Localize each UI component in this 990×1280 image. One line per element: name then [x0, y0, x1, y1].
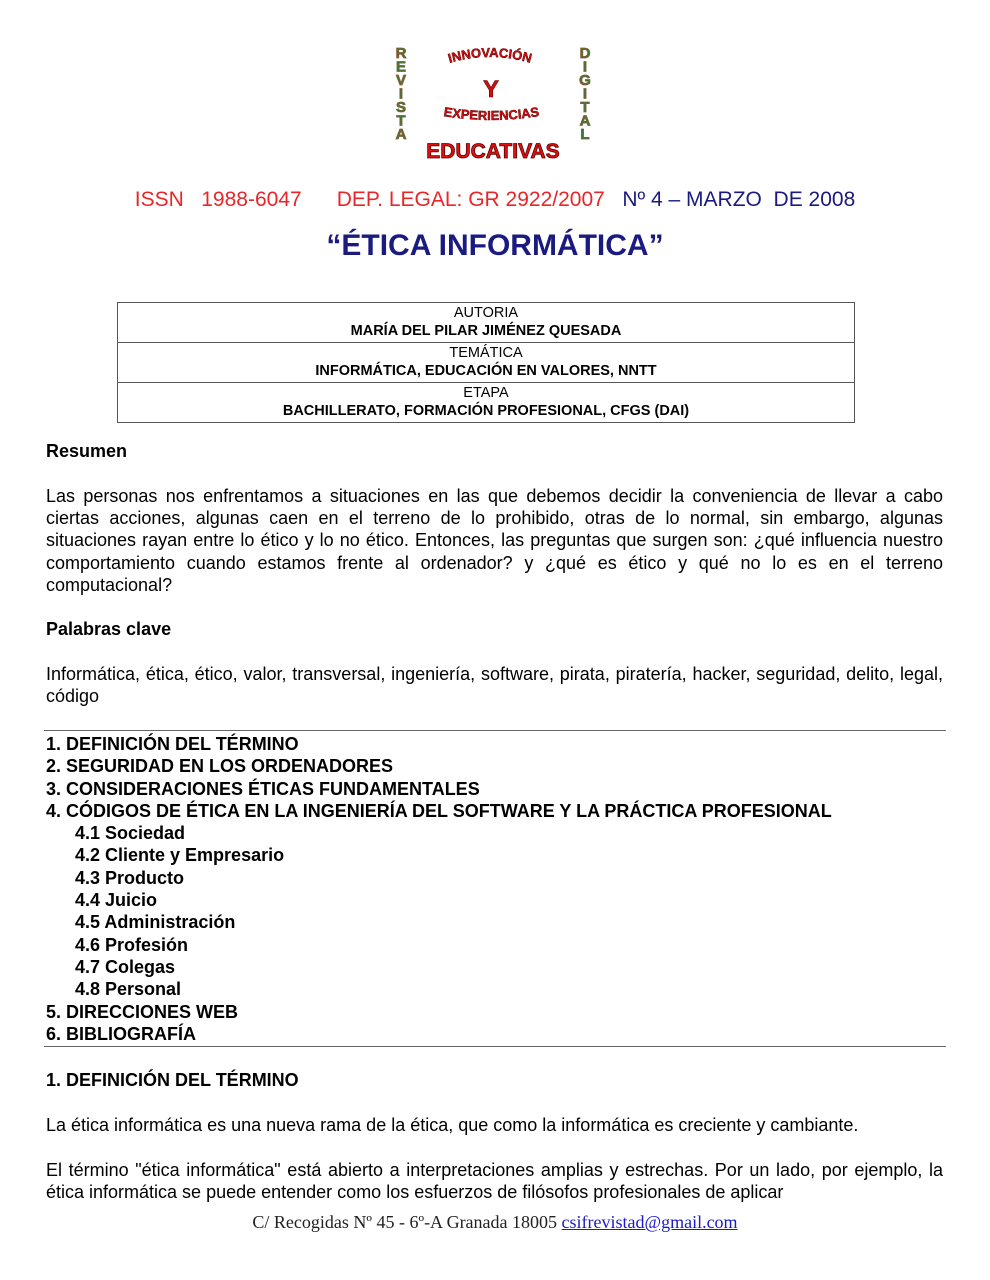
logo-letter: E: [395, 58, 407, 76]
row-label: ETAPA: [463, 385, 509, 401]
logo-letter: A: [579, 112, 591, 130]
toc-item: 4.1 Sociedad: [75, 823, 186, 844]
svg-text:INNOVACIÓN: INNOVACIÓN: [446, 44, 534, 66]
row-label: TEMÁTICA: [449, 345, 523, 361]
issue-date: Nº 4 – MARZO DE 2008: [622, 188, 856, 211]
toc-item: 1. DEFINICIÓN DEL TÉRMINO: [46, 734, 299, 754]
logo-letter: S: [395, 99, 407, 116]
paragraph: La ética informática es una nueva rama de la ética, que como la informática es creciente y cambiante.: [46, 1115, 859, 1135]
logo-letter: R: [395, 45, 407, 62]
svg-text:EXPERIENCIAS: EXPERIENCIAS: [442, 104, 541, 124]
logo-letter: D: [579, 45, 591, 62]
section-heading: 1. DEFINICIÓN DEL TÉRMINO: [46, 1070, 299, 1090]
row-value: INFORMÁTICA, EDUCACIÓN EN VALORES, NNTT: [315, 363, 657, 379]
table-of-contents: [46, 733, 832, 1045]
divider: [44, 730, 946, 731]
resumen-text: Las personas nos enfrentamos a situaciones en las que debemos decidir la conveniencia de llevar a cabo ciertas acciones, algunas caen en el terreno de lo prohibido, otras de lo normal, sin embargo, algunas situaciones rayan entre lo ético y lo no ético. Entonces, las preguntas que surgen son: ¿qué influencia nuestro comportamiento cuando estamos frente al ordenador? y ¿qué es ético y qué no lo es en el terreno computacional?: [46, 486, 943, 595]
toc-item: 4.2 Cliente y Empresario: [75, 845, 285, 866]
row-value: BACHILLERATO, FORMACIÓN PROFESIONAL, CFGS (DAI): [282, 403, 690, 419]
svg-text:Y: Y: [482, 76, 500, 103]
logo-letter: V: [395, 72, 407, 89]
toc-item: 3. CONSIDERACIONES ÉTICAS FUNDAMENTALES: [46, 778, 480, 799]
footer-address: C/ Recogidas Nº 45 - 6º-A Granada 18005: [252, 1212, 562, 1232]
toc-item: 4.8 Personal: [75, 979, 182, 1000]
logo-letter: I: [582, 58, 588, 76]
table-row: [118, 383, 855, 423]
divider: [44, 1046, 946, 1047]
article-title: “ÉTICA INFORMÁTICA”: [326, 229, 664, 262]
logo-letter: T: [580, 99, 590, 116]
toc-item: 4.5 Administración: [75, 912, 236, 933]
magazine-logo: [385, 42, 607, 164]
row-value: MARÍA DEL PILAR JIMÉNEZ QUESADA: [350, 323, 622, 339]
logo-letter: I: [398, 85, 404, 103]
toc-item: 4.3 Producto: [75, 867, 185, 888]
author-info-table: [117, 302, 855, 423]
toc-item: 4. CÓDIGOS DE ÉTICA EN LA INGENIERÍA DEL SOFTWARE Y LA PRÁCTICA PROFESIONAL: [46, 800, 832, 821]
toc-item: 6. BIBLIOGRAFÍA: [46, 1023, 197, 1044]
keywords-text: Informática, ética, ético, valor, transversal, ingeniería, software, pirata, piratería, hacker, seguridad, delito, legal, código: [46, 664, 943, 707]
issn: ISSN 1988-6047: [134, 188, 302, 211]
dep-legal: DEP. LEGAL: GR 2922/2007: [336, 188, 605, 211]
table-row: [118, 343, 855, 383]
table-row: [118, 303, 855, 343]
resumen-heading: Resumen: [46, 441, 128, 461]
row-label: AUTORIA: [453, 305, 519, 321]
logo-letter: T: [396, 112, 406, 130]
toc-item: 4.6 Profesión: [75, 934, 189, 955]
keywords-heading: Palabras clave: [46, 619, 172, 639]
logo-letter: A: [395, 126, 407, 143]
logo-letter: L: [580, 126, 590, 143]
logo-letter: I: [582, 85, 588, 103]
logo-letter: G: [579, 72, 591, 89]
toc-item: 2. SEGURIDAD EN LOS ORDENADORES: [46, 756, 394, 777]
issue-metadata: [0, 188, 990, 212]
svg-text:EDUCATIVAS: EDUCATIVAS: [426, 140, 560, 163]
toc-item: 4.4 Juicio: [75, 890, 158, 911]
footer-email-link[interactable]: csifrevistad@gmail.com: [561, 1212, 738, 1232]
footer: [0, 1212, 990, 1233]
toc-item: 5. DIRECCIONES WEB: [46, 1001, 239, 1022]
paragraph: El término "ética informática" está abierto a interpretaciones amplias y estrechas. Por un lado, por ejemplo, la ética informática se puede entender como los esfuerzos de filósofos profesionales de aplicar: [46, 1160, 943, 1203]
toc-item: 4.7 Colegas: [75, 956, 176, 977]
